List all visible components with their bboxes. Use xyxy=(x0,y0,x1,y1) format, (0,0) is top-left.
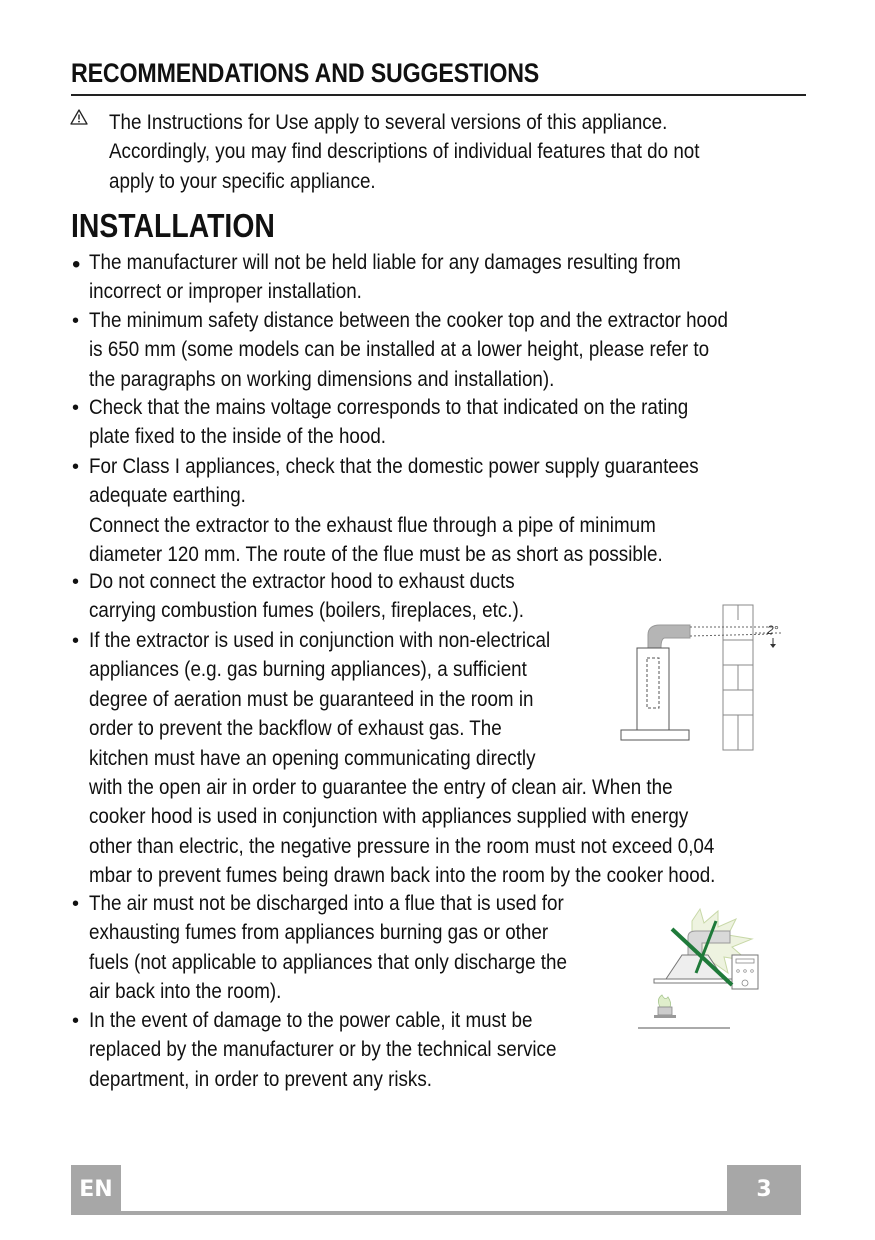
note-line: Accordingly, you may find descriptions of individual features that do not xyxy=(109,139,700,164)
no-shared-flue-diagram xyxy=(632,903,767,1033)
page-number: 3 xyxy=(727,1165,801,1213)
item-line: In the event of damage to the power cable, it must be xyxy=(89,1008,533,1032)
bullet-marker: • xyxy=(72,310,80,332)
item-line: diameter 120 mm. The route of the flue must be as short as possible. xyxy=(89,542,663,567)
item-line: plate fixed to the inside of the hood. xyxy=(89,424,387,449)
item-line: department, in order to prevent any risks. xyxy=(89,1066,432,1091)
bullet-marker: • xyxy=(72,630,80,652)
slope-label: 2° xyxy=(767,623,779,637)
applicability-note xyxy=(109,108,774,196)
bullet-marker: • xyxy=(72,251,81,278)
footer-line xyxy=(71,1211,801,1215)
note-line: The Instructions for Use apply to several versions of this appliance. xyxy=(109,110,668,134)
item-line: adequate earthing. xyxy=(89,483,246,508)
item-line: cooker hood is used in conjunction with appliances supplied with energy xyxy=(89,804,689,829)
heading-divider xyxy=(71,94,806,96)
item-line: is 650 mm (some models can be installed at a lower height, please refer to xyxy=(89,337,710,362)
installation-heading: INSTALLATION xyxy=(71,207,275,244)
recommendations-heading: RECOMMENDATIONS AND SUGGESTIONS xyxy=(71,58,540,88)
item-line: other than electric, the negative pressure in the room must not exceed 0,04 xyxy=(89,833,715,858)
hood-canopy xyxy=(621,730,689,740)
duct-elbow xyxy=(648,625,690,648)
bullet-marker: • xyxy=(72,893,80,915)
item-line: with the open air in order to guarantee the entry of clean air. When the xyxy=(89,775,673,800)
bullet-marker: • xyxy=(72,397,80,419)
item-line: the paragraphs on working dimensions and installation). xyxy=(89,366,555,391)
note-line: apply to your specific appliance. xyxy=(109,168,376,193)
item-line: fuels (not applicable to appliances that only discharge the xyxy=(89,949,567,974)
item-line: The manufacturer will not be held liable for any damages resulting from xyxy=(89,250,681,274)
installation-item xyxy=(89,889,567,1007)
item-line: mbar to prevent fumes being drawn back into the room by the cooker hood. xyxy=(89,863,716,888)
item-line: exhausting fumes from appliances burning gas or other xyxy=(89,920,549,945)
bullet-marker: • xyxy=(72,1010,80,1032)
item-line: Check that the mains voltage corresponds to that indicated on the rating xyxy=(89,395,689,419)
item-line: degree of aeration must be guaranteed in the room in xyxy=(89,686,534,711)
installation-item xyxy=(89,452,699,570)
item-line: air back into the room). xyxy=(89,979,282,1004)
item-line: order to prevent the backflow of exhaust gas. The xyxy=(89,716,502,741)
language-tab: EN xyxy=(71,1165,121,1213)
item-line: carrying combustion fumes (boilers, fireplaces, etc.). xyxy=(89,598,524,623)
item-line: If the extractor is used in conjunction with non-electrical xyxy=(89,628,551,652)
installation-item xyxy=(89,306,728,394)
bullet-marker: • xyxy=(72,456,80,478)
installation-item xyxy=(89,1006,556,1094)
chimney-column xyxy=(637,648,669,730)
item-line: The minimum safety distance between the cooker top and the extractor hood xyxy=(89,308,728,332)
item-line: appliances (e.g. gas burning appliances), a sufficient xyxy=(89,657,527,682)
burner-flame-icon xyxy=(658,995,670,1007)
flue-slope-diagram xyxy=(615,600,790,755)
bullet-marker: • xyxy=(72,571,80,593)
item-line: For Class I appliances, check that the domestic power supply guarantees xyxy=(89,454,699,478)
installation-item xyxy=(89,393,688,452)
item-line: Do not connect the extractor hood to exhaust ducts xyxy=(89,569,515,593)
installation-item xyxy=(89,248,681,307)
item-line: incorrect or improper installation. xyxy=(89,279,362,304)
item-line: The air must not be discharged into a flue that is used for xyxy=(89,891,564,915)
warning-triangle-icon xyxy=(70,109,88,125)
installation-item xyxy=(89,567,524,626)
item-line: Connect the extractor to the exhaust flue through a pipe of minimum xyxy=(89,512,656,537)
item-line: replaced by the manufacturer or by the technical service xyxy=(89,1037,557,1062)
item-line: kitchen must have an opening communicating directly xyxy=(89,745,536,770)
